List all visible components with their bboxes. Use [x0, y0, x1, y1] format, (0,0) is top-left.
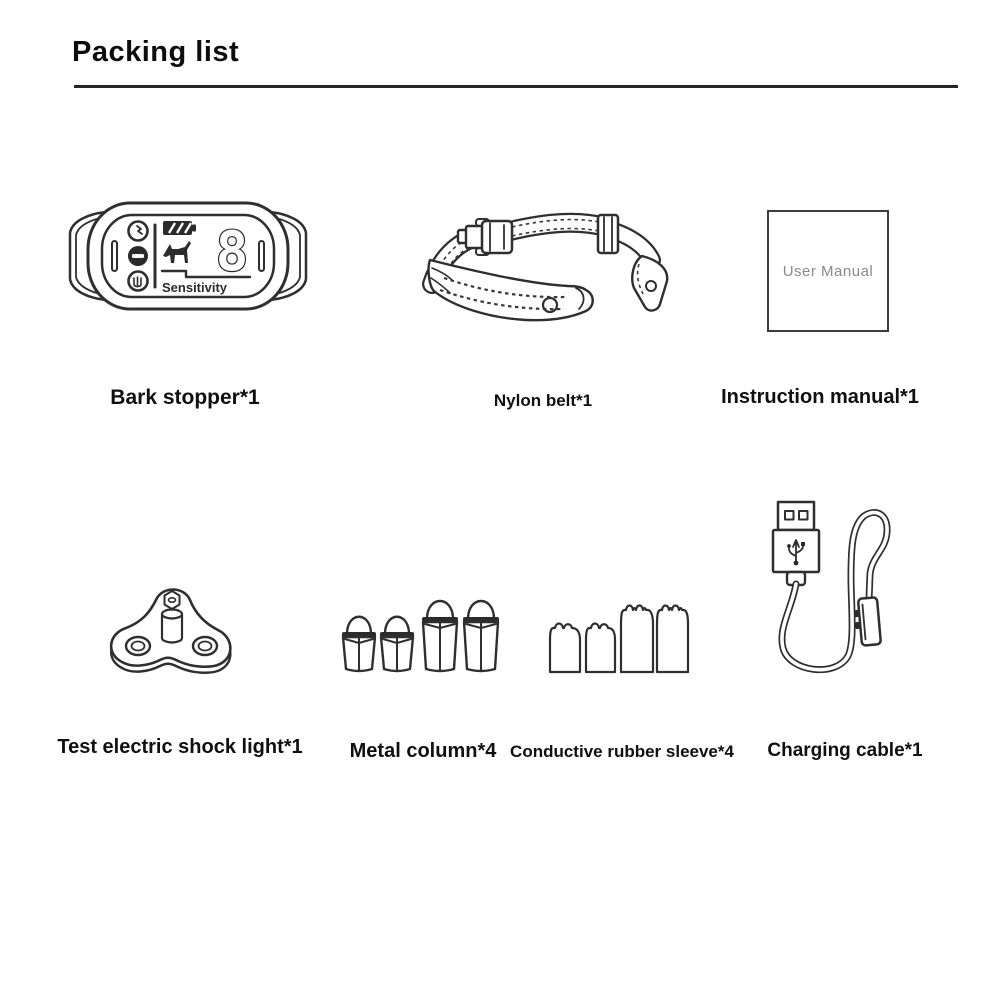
manual-cover-text: User Manual [782, 262, 874, 280]
level-digit: 8 [215, 220, 249, 283]
page-title: Packing list [72, 36, 240, 68]
title-divider [74, 85, 958, 88]
belt-right-end [632, 256, 667, 311]
item-label-rubber-sleeve: Conductive rubber sleeve*4 [510, 742, 734, 761]
item-label-nylon-belt: Nylon belt*1 [493, 391, 593, 410]
rubber-sleeve-tall-2 [657, 606, 688, 673]
item-label-metal-column: Metal column*4 [349, 740, 497, 762]
battery-icon [163, 221, 196, 235]
magnetic-connector [853, 597, 881, 646]
item-label-instruction-manual: Instruction manual*1 [721, 386, 919, 408]
nylon-belt-illustration [418, 198, 703, 338]
sensitivity-label: Sensitivity [162, 280, 228, 295]
item-label-bark-stopper: Bark stopper*1 [110, 386, 260, 409]
item-label-charging-cable: Charging cable*1 [767, 740, 923, 761]
metal-column-short-1 [342, 617, 376, 671]
test-bulb-cylinder [162, 610, 182, 643]
usb-plug [773, 502, 819, 585]
shock-light-illustration [100, 578, 245, 688]
belt-front-strap [429, 260, 593, 320]
rubber-sleeve-short-2 [586, 624, 615, 673]
rubber-sleeve-illustration [542, 598, 692, 678]
charging-cable-illustration [748, 486, 908, 686]
item-label-shock-light: Test electric shock light*1 [57, 736, 303, 758]
metal-column-tall-2 [463, 601, 499, 671]
plate-left-hole [126, 637, 150, 655]
rubber-sleeve-short-1 [550, 624, 580, 673]
rubber-sleeve-tall-1 [621, 606, 653, 673]
belt-keeper-loop [598, 215, 618, 253]
plate-right-hole [193, 637, 217, 655]
metal-column-tall-1 [422, 601, 458, 671]
instruction-manual-illustration [767, 210, 889, 332]
bark-stopper-illustration [62, 196, 314, 322]
metal-column-short-2 [380, 617, 414, 671]
hex-nut [165, 591, 180, 609]
metal-column-illustration [333, 592, 503, 677]
